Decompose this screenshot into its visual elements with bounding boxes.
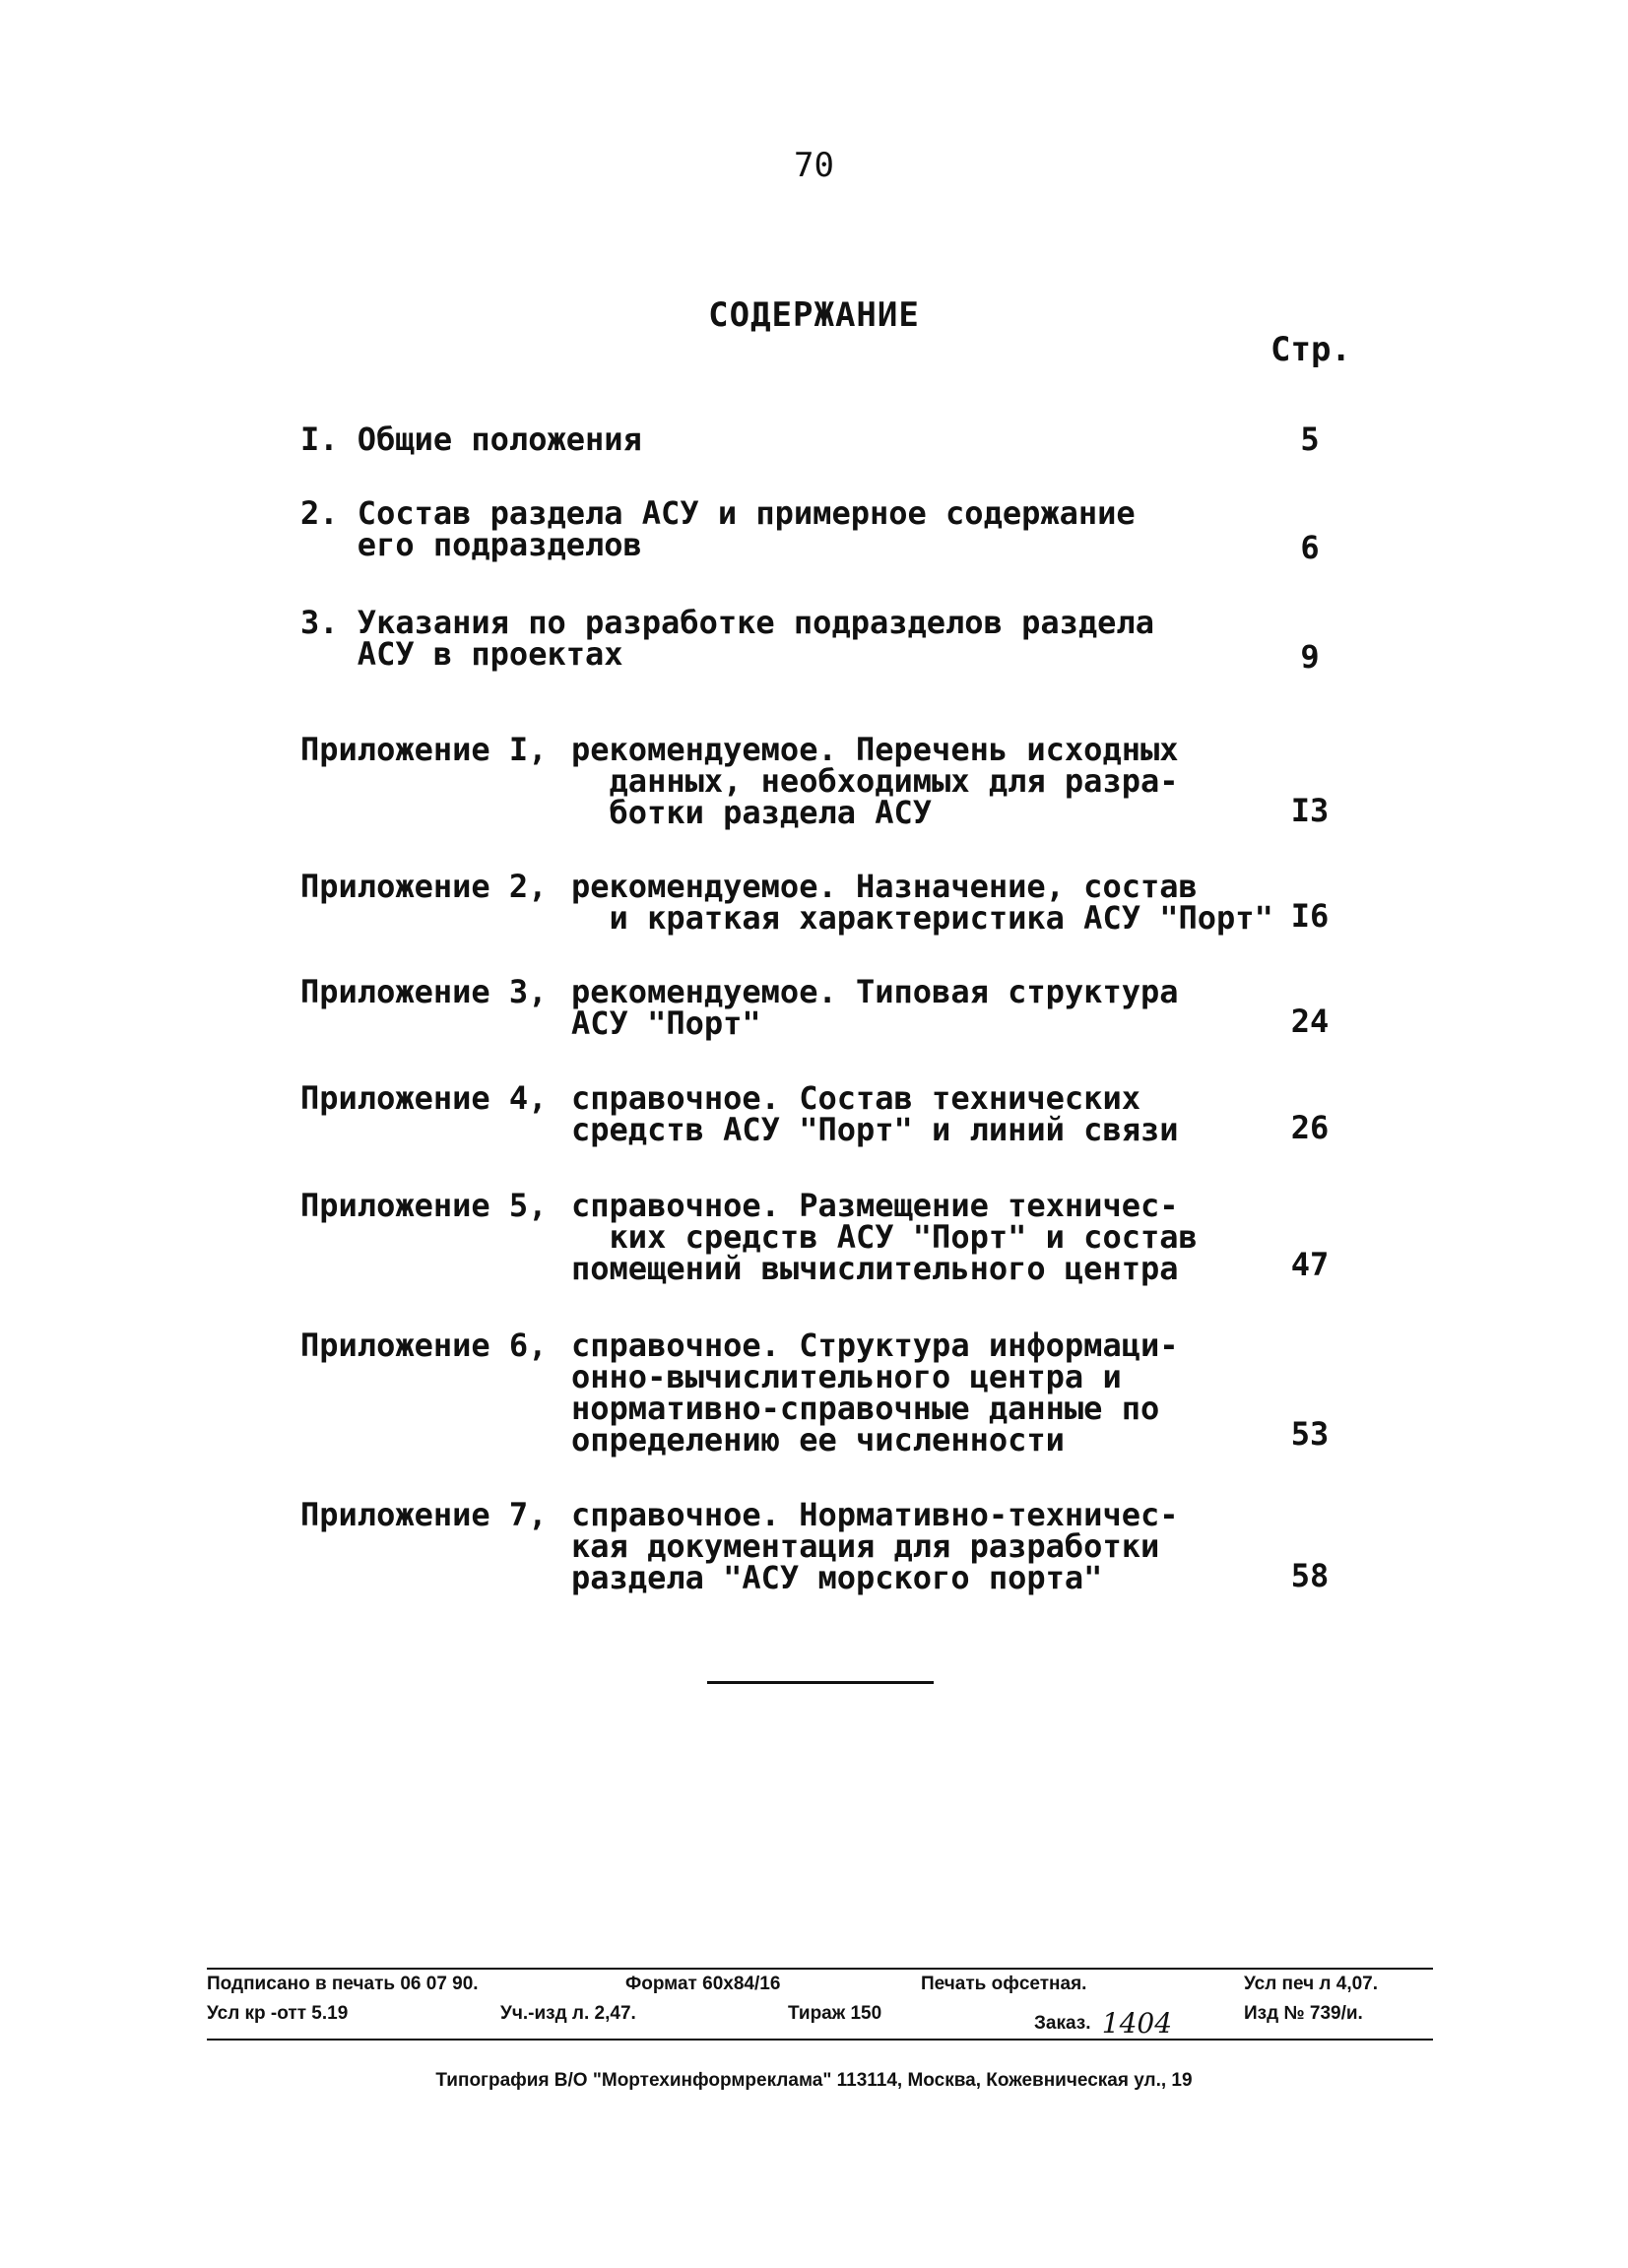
imprint-signed: Подписано в печать 06 07 90. [207,1974,479,1994]
toc-page-number: 9 [1300,638,1320,676]
printer-line: Типография В/О "Мортехинформреклама" 113114, Москва, Кожевническая ул., 19 [435,2070,1193,2091]
toc-appendix-label: Приложение 6, [300,1327,548,1364]
imprint-block [207,1968,1433,2041]
toc-section-text: 3. Указания по разработке подразделов раздела АСУ в проектах [300,604,1154,673]
imprint-bottom-rule [207,2039,1433,2041]
toc-appendix-label: Приложение 7, [300,1496,548,1533]
toc-appendix-text: рекомендуемое. Назначение, состав и краткая характеристика АСУ "Порт" [571,868,1273,937]
toc-page-number: 5 [1300,421,1320,458]
toc-appendix-label: Приложение 3, [300,973,548,1010]
imprint-format: Формат 60х84/16 [625,1974,781,1994]
toc-title: СОДЕРЖАНИЕ [708,295,920,335]
page-column-header: Стр. [1270,330,1351,369]
imprint-row [207,1999,1433,2040]
imprint-publ-sheets: Уч.-изд л. 2,47. [500,2003,636,2024]
imprint-order-label: Заказ. [1034,2013,1091,2034]
toc-appendix-label: Приложение I, [300,731,548,768]
toc-appendix-text: справочное. Размещение техничес- ких средств АСУ "Порт" и состав помещений вычислительного центра [571,1187,1198,1287]
toc-end-divider [707,1681,934,1684]
imprint-color-prints: Усл кр -отт 5.19 [207,2003,349,2024]
toc-page-number: 26 [1290,1109,1330,1146]
toc-page-number: 53 [1290,1415,1330,1453]
toc-appendix-text: справочное. Структура информаци- онно-вычислительного центра и нормативно-справочные данные по определению ее численности [571,1327,1179,1458]
imprint-order-number: 1404 [1101,2007,1173,2040]
toc-page-number: I6 [1290,897,1330,935]
toc-appendix-label: Приложение 2, [300,868,548,905]
toc-appendix-text: рекомендуемое. Перечень исходных данных, необходимых для разра- ботки раздела АСУ [571,731,1179,831]
imprint-circulation: Тираж 150 [788,2003,882,2024]
toc-appendix-label: Приложение 5, [300,1187,548,1224]
toc-appendix-text: справочное. Состав технических средств АСУ "Порт" и линий связи [571,1079,1179,1148]
toc-section-text: I. Общие положения [300,421,642,458]
toc-appendix-text: справочное. Нормативно-техничес- кая документация для разработки раздела "АСУ морского порта" [571,1496,1179,1596]
imprint-edition: Изд № 739/и. [1244,2003,1363,2024]
toc-page-number: 24 [1290,1003,1330,1040]
toc-page-number: 47 [1290,1246,1330,1283]
page-number: 70 [794,146,834,185]
toc-page-number: 58 [1290,1557,1330,1594]
toc-appendix-text: рекомендуемое. Типовая структура АСУ "Порт" [571,973,1179,1042]
imprint-print-sheets: Усл печ л 4,07. [1244,1974,1379,1994]
toc-page-number: 6 [1300,529,1320,566]
toc-page-number: I3 [1290,792,1330,829]
imprint-row [207,1970,1433,1999]
imprint-order [1034,2003,1173,2040]
toc-section-text: 2. Состав раздела АСУ и примерное содержание его подразделов [300,494,1136,563]
imprint-printing: Печать офсетная. [921,1974,1087,1994]
toc-appendix-label: Приложение 4, [300,1079,548,1117]
